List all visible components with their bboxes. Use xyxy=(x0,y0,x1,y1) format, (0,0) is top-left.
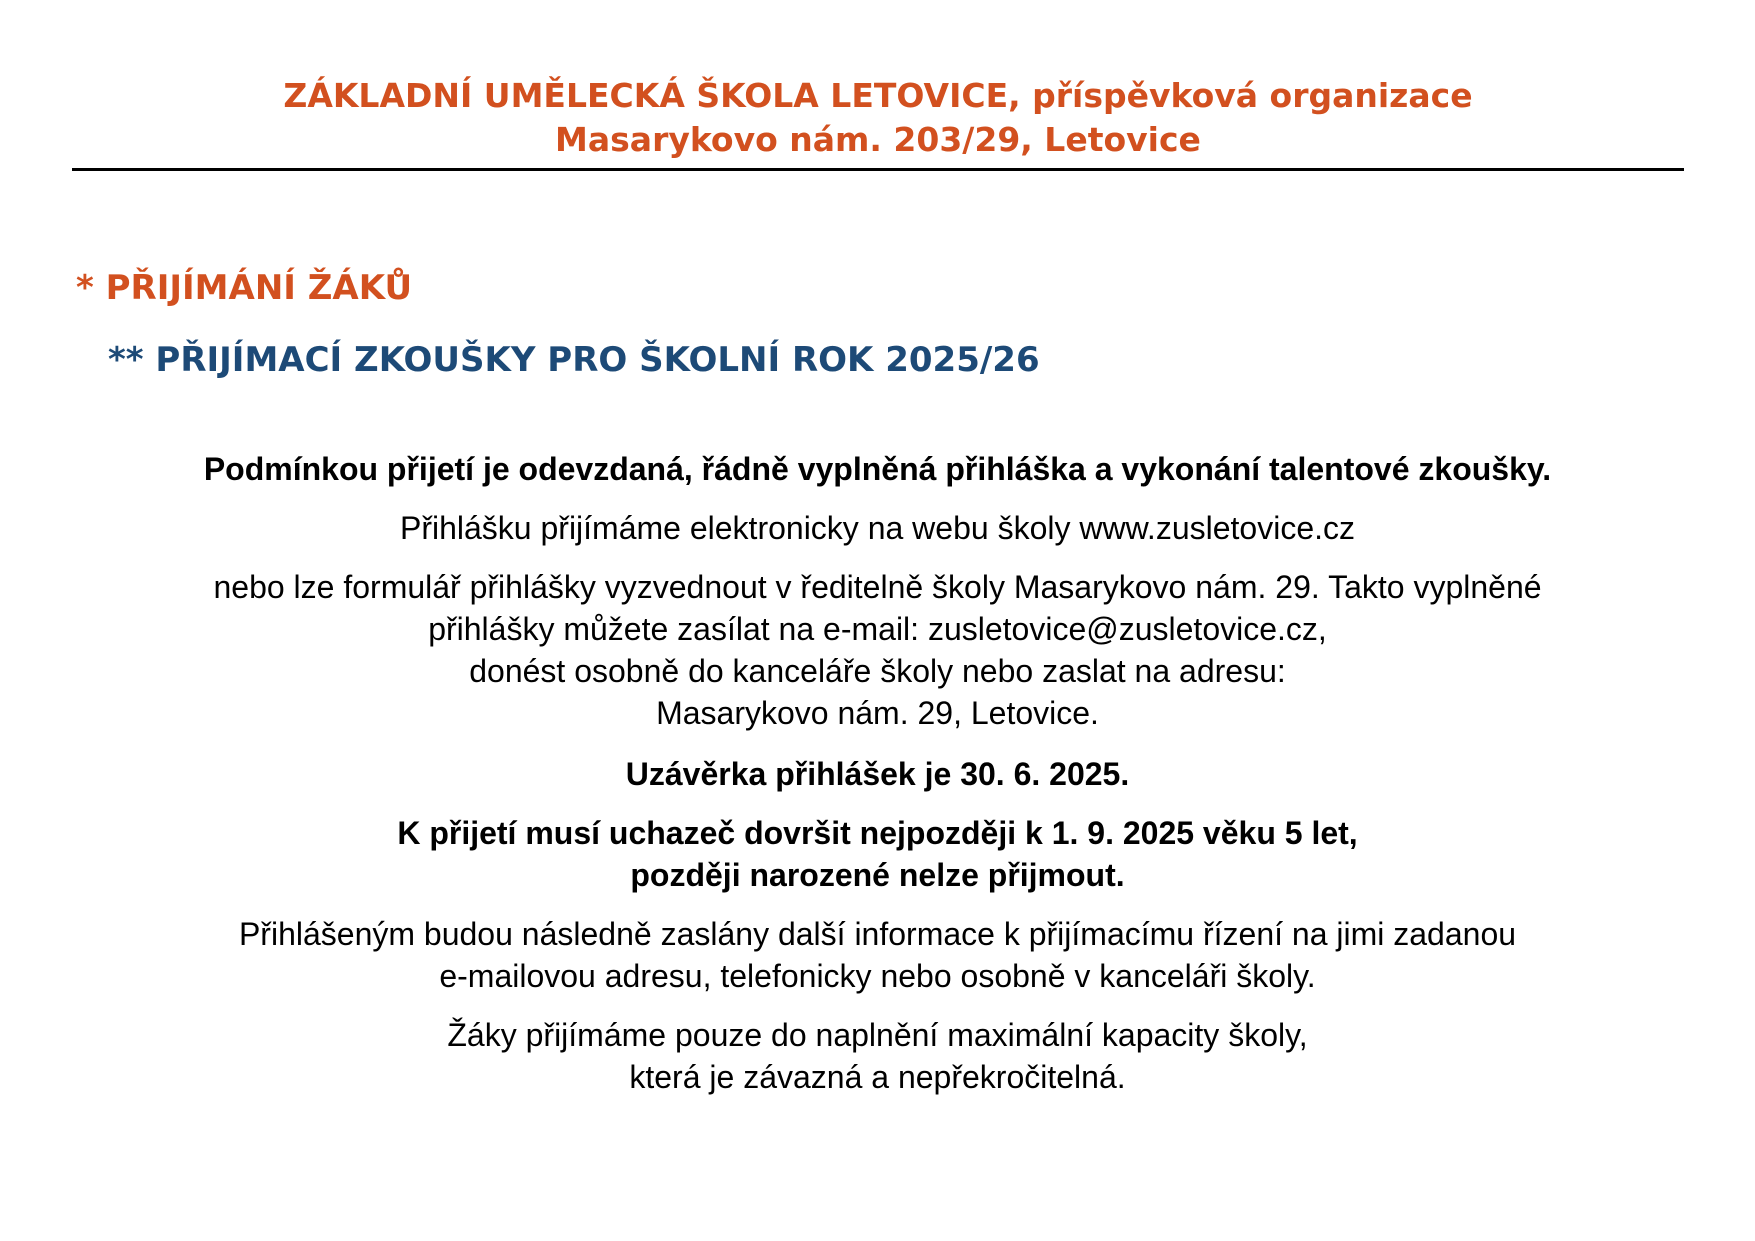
capacity-paragraph xyxy=(40,1014,1715,1098)
condition-paragraph: Podmínkou přijetí je odevzdaná, řádně vyplněná přihláška a vykonání talentové zkoušky. xyxy=(203,451,1552,487)
paragraph-line: nebo lze formulář přihlášky vyzvednout v ředitelně školy Masarykovo nám. 29. Takto vyplněné xyxy=(213,569,1542,605)
school-header xyxy=(72,74,1684,162)
paper-application-paragraph xyxy=(40,566,1715,734)
deadline-paragraph: Uzávěrka přihlášek je 30. 6. 2025. xyxy=(625,756,1130,792)
info-paragraph xyxy=(40,913,1715,997)
school-address: Masarykovo nám. 203/29, Letovice xyxy=(555,120,1201,159)
paragraph-line: K přijetí musí uchazeč dovršit nejpozději k 1. 9. 2025 věku 5 let, xyxy=(397,815,1358,851)
paragraph-line: přihlášky můžete zasílat na e-mail: zusletovice@zusletovice.cz, xyxy=(428,611,1327,647)
paragraph-line: která je závazná a nepřekročitelná. xyxy=(629,1059,1126,1095)
age-requirement-paragraph xyxy=(40,812,1715,896)
paragraph-line: donést osobně do kanceláře školy nebo zaslat na adresu: xyxy=(469,653,1286,689)
section-title: * PŘIJÍMÁNÍ ŽÁKŮ xyxy=(76,268,413,308)
paragraph-line: Žáky přijímáme pouze do naplnění maximální kapacity školy, xyxy=(447,1017,1308,1053)
paragraph-line: Přihlášeným budou následně zaslány další informace k přijímacímu řízení na jimi zadanou xyxy=(238,916,1517,952)
paragraph-line: e-mailovou adresu, telefonicky nebo osobně v kanceláři školy. xyxy=(439,958,1316,994)
paragraph-line: později narozené nelze přijmout. xyxy=(630,857,1125,893)
section-subtitle: ** PŘIJÍMACÍ ZKOUŠKY PRO ŠKOLNÍ ROK 2025/26 xyxy=(108,340,1040,380)
online-application-paragraph: Přihlášku přijímáme elektronicky na webu školy www.zusletovice.cz xyxy=(399,510,1355,546)
paragraph-line: Masarykovo nám. 29, Letovice. xyxy=(656,695,1099,731)
school-name: ZÁKLADNÍ UMĚLECKÁ ŠKOLA LETOVICE, příspěvková organizace xyxy=(283,76,1473,115)
header-divider xyxy=(72,168,1684,171)
